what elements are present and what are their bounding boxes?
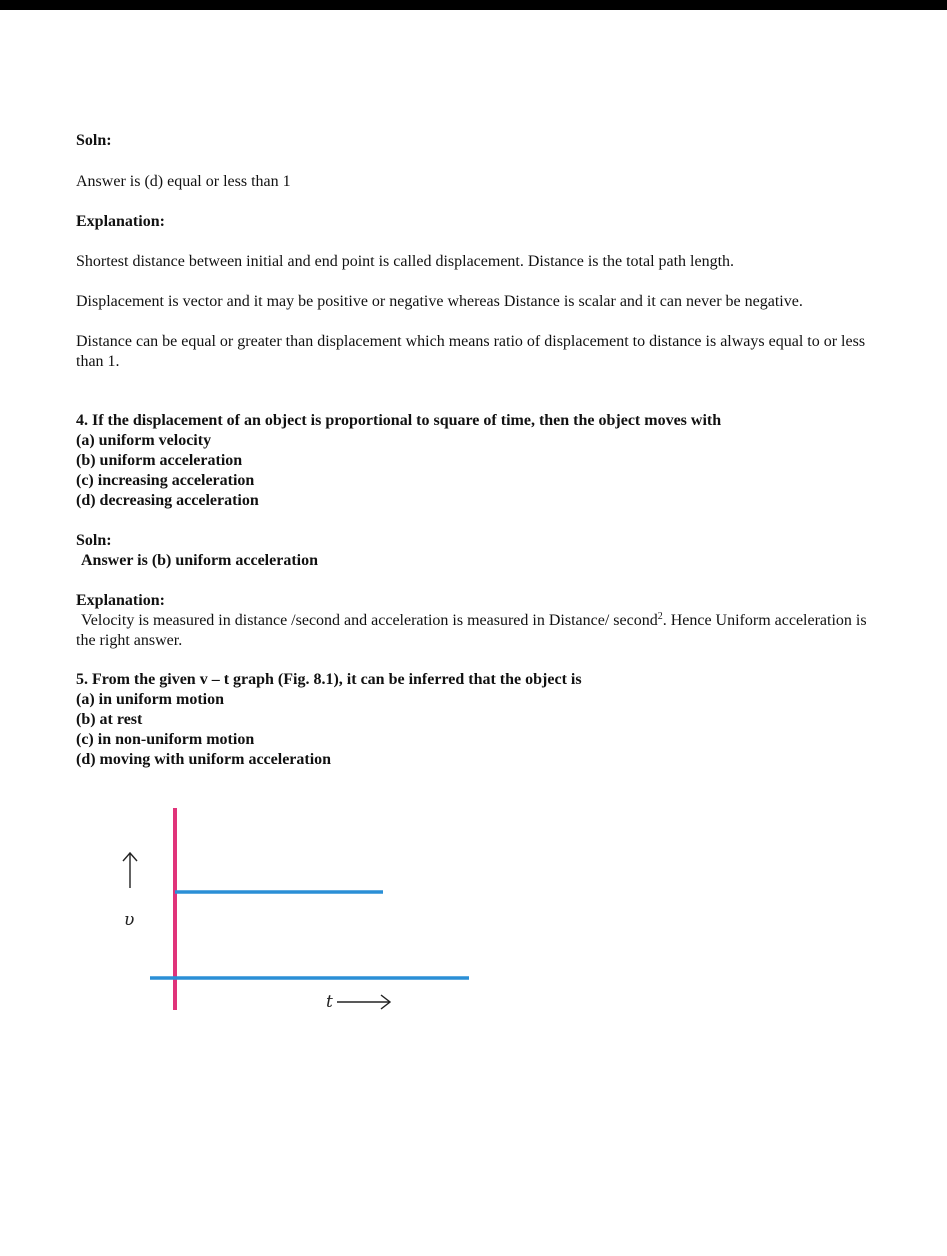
explanation-q4-tail: . Hence Uniform acceleration is the right answer. [76, 612, 867, 649]
explanation-para-3: Distance can be equal or greater than displacement which means ratio of displacement to distance is always equal to or less than 1. [76, 333, 866, 370]
answer-q3: Answer is (d) equal or less than 1 [76, 173, 291, 190]
q4-option-d: (d) decreasing acceleration [76, 492, 259, 509]
q5-option-b: (b) at rest [76, 711, 143, 728]
q4-option-c: (c) increasing acceleration [76, 472, 255, 489]
question-4: 4. If the displacement of an object is proportional to square of time, then the object moves with [76, 412, 722, 429]
q4-option-b: (b) uniform acceleration [76, 452, 243, 469]
superscript-2: 2 [657, 611, 663, 622]
q4-option-a: (a) uniform velocity [76, 432, 212, 449]
answer-q4: Answer is (b) uniform acceleration [81, 552, 318, 569]
v-axis-label: υ [124, 910, 135, 930]
v-t-graph [110, 800, 490, 1020]
soln-label-q3: Soln: [76, 132, 112, 149]
soln-label-q4: Soln: [76, 532, 112, 549]
q5-option-c: (c) in non-uniform motion [76, 731, 255, 748]
explanation-para-1: Shortest distance between initial and end point is called displacement. Distance is the total path length. [76, 253, 735, 270]
q5-option-a: (a) in uniform motion [76, 691, 224, 708]
explanation-para-2: Displacement is vector and it may be positive or negative whereas Distance is scalar and it can never be negative. [76, 293, 803, 310]
explanation-label-q4: Explanation: [76, 592, 165, 609]
explanation-q4-main: Velocity is measured in distance /second and acceleration is measured in Distance/ second [81, 612, 658, 629]
question-5: 5. From the given v – t graph (Fig. 8.1), it can be inferred that the object is [76, 671, 582, 688]
top-black-bar [0, 0, 947, 10]
explanation-q4 [76, 611, 876, 651]
q5-option-d: (d) moving with uniform acceleration [76, 751, 332, 768]
t-axis-label: t [326, 992, 333, 1012]
explanation-label-q3: Explanation: [76, 213, 165, 230]
